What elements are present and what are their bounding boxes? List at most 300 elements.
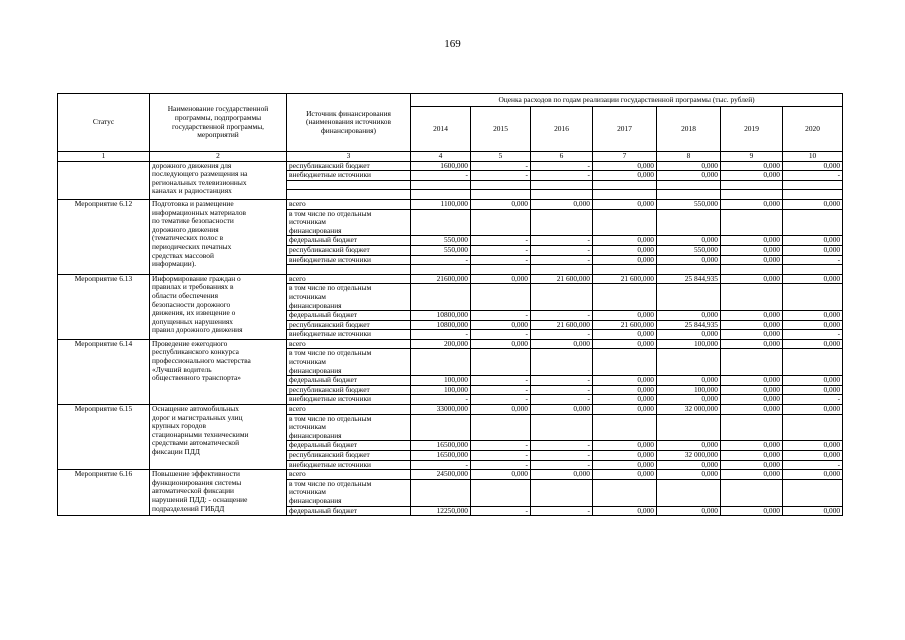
value-cell: 0,000	[783, 441, 843, 451]
value-cell: 0,000	[593, 339, 657, 349]
value-cell	[783, 367, 843, 376]
header-year: 2019	[721, 107, 783, 152]
measure-name-line: крупных городов	[152, 421, 206, 431]
status-cell: Мероприятие 6.15	[58, 405, 150, 470]
source-cell: финансирования	[287, 497, 411, 506]
header-status: Статус	[58, 94, 150, 152]
source-cell: внебюджетные источники	[287, 460, 411, 470]
value-cell: -	[531, 245, 593, 255]
source-cell: всего	[287, 339, 411, 349]
value-cell: 0,000	[721, 460, 783, 470]
value-cell: 10800,000	[411, 311, 471, 321]
value-cell: 0,000	[593, 171, 657, 181]
value-cell	[721, 218, 783, 227]
column-number: 10	[783, 152, 843, 162]
value-cell: 16500,000	[411, 451, 471, 461]
value-cell	[783, 414, 843, 423]
measure-name-line: дорог и магистральных улиц	[152, 412, 243, 422]
value-cell	[783, 349, 843, 358]
value-cell	[721, 227, 783, 236]
value-cell: 0,000	[783, 199, 843, 209]
value-cell	[657, 432, 721, 441]
measure-name-line: информации).	[152, 259, 197, 269]
value-cell	[721, 432, 783, 441]
value-cell: 33000,000	[411, 405, 471, 415]
value-cell	[657, 349, 721, 358]
value-cell	[593, 284, 657, 293]
value-cell	[721, 180, 783, 190]
value-cell: 1100,000	[411, 199, 471, 209]
value-cell: -	[471, 385, 531, 395]
measure-name-line: дорожного движения для	[152, 161, 232, 170]
value-cell	[657, 423, 721, 432]
value-cell	[411, 265, 471, 275]
header-source: Источник финансирования (наименования источников финансирования)	[287, 94, 411, 152]
source-cell: в том числе по отдельным	[287, 414, 411, 423]
value-cell	[593, 218, 657, 227]
measure-name-line: профессионального мастерства	[152, 356, 251, 366]
value-cell	[471, 423, 531, 432]
value-cell: 0,000	[657, 506, 721, 516]
value-cell: 0,000	[593, 245, 657, 255]
value-cell: 0,000	[783, 451, 843, 461]
value-cell	[411, 432, 471, 441]
source-cell: всего	[287, 405, 411, 415]
value-cell: -	[411, 330, 471, 340]
value-cell	[657, 190, 721, 200]
value-cell: -	[531, 311, 593, 321]
value-cell	[471, 284, 531, 293]
measure-name-line: безопасности дорожного	[152, 299, 231, 309]
value-cell: 0,000	[783, 506, 843, 516]
value-cell: -	[783, 395, 843, 405]
value-cell	[471, 358, 531, 367]
value-cell	[471, 209, 531, 218]
measure-name-line: допущенных нарушениях	[152, 316, 234, 326]
value-cell: 0,000	[593, 236, 657, 246]
column-number: 5	[471, 152, 531, 162]
value-cell: -	[531, 451, 593, 461]
source-cell: в том числе по отдельным	[287, 209, 411, 218]
value-cell	[471, 190, 531, 200]
value-cell	[783, 227, 843, 236]
value-cell: 100,000	[411, 385, 471, 395]
value-cell	[531, 209, 593, 218]
source-cell: финансирования	[287, 432, 411, 441]
measure-name-line: подразделений ГИБДД	[152, 503, 225, 513]
value-cell: 0,000	[657, 236, 721, 246]
value-cell: -	[471, 255, 531, 265]
value-cell: -	[471, 441, 531, 451]
value-cell	[411, 358, 471, 367]
value-cell: 0,000	[657, 395, 721, 405]
header-year: 2015	[471, 107, 531, 152]
header-name: Наименование государственной программы, подпрограммы государственной программы, мероприятий	[150, 94, 287, 152]
value-cell: 0,000	[721, 405, 783, 415]
value-cell	[721, 367, 783, 376]
status-cell: Мероприятие 6.13	[58, 274, 150, 339]
column-number: 1	[58, 152, 150, 162]
value-cell	[593, 293, 657, 302]
measure-name-line: республиканского конкурса	[152, 347, 239, 357]
value-cell	[657, 265, 721, 275]
measure-name-cell	[150, 161, 287, 199]
source-cell: всего	[287, 470, 411, 480]
value-cell: -	[531, 441, 593, 451]
source-cell: внебюджетные источники	[287, 395, 411, 405]
status-cell: Мероприятие 6.16	[58, 470, 150, 516]
value-cell: -	[783, 460, 843, 470]
measure-name-line: региональных телевизионных	[152, 177, 247, 187]
value-cell	[783, 423, 843, 432]
value-cell	[593, 180, 657, 190]
value-cell	[657, 497, 721, 506]
value-cell	[531, 265, 593, 275]
source-cell: в том числе по отдельным	[287, 479, 411, 488]
value-cell: 0,000	[721, 470, 783, 480]
value-cell	[411, 209, 471, 218]
value-cell	[593, 190, 657, 200]
value-cell: 0,000	[531, 470, 593, 480]
value-cell	[411, 180, 471, 190]
source-cell: внебюджетные источники	[287, 330, 411, 340]
value-cell	[471, 367, 531, 376]
value-cell	[657, 293, 721, 302]
value-cell	[531, 358, 593, 367]
value-cell	[531, 497, 593, 506]
value-cell: -	[531, 385, 593, 395]
measure-name-line: Оснащение автомобильных	[152, 404, 239, 414]
value-cell	[471, 293, 531, 302]
value-cell	[411, 423, 471, 432]
value-cell: 10800,000	[411, 320, 471, 330]
value-cell: 0,000	[657, 441, 721, 451]
value-cell: 0,000	[471, 320, 531, 330]
value-cell	[657, 367, 721, 376]
source-cell: федеральный бюджет	[287, 376, 411, 386]
value-cell: 0,000	[721, 395, 783, 405]
value-cell	[657, 488, 721, 497]
value-cell: 21600,000	[411, 274, 471, 284]
value-cell	[593, 367, 657, 376]
source-cell: федеральный бюджет	[287, 236, 411, 246]
page-number: 169	[444, 38, 461, 50]
value-cell	[593, 302, 657, 311]
measure-name-line: стационарными техническими	[152, 429, 249, 439]
source-cell: всего	[287, 199, 411, 209]
value-cell: 550,000	[411, 245, 471, 255]
value-cell	[471, 414, 531, 423]
source-cell: в том числе по отдельным	[287, 349, 411, 358]
value-cell: 24500,000	[411, 470, 471, 480]
value-cell	[783, 180, 843, 190]
column-number: 2	[150, 152, 287, 162]
source-cell: республиканский бюджет	[287, 385, 411, 395]
measure-name-line: дорожного движения	[152, 224, 219, 234]
value-cell: 0,000	[657, 376, 721, 386]
source-cell: источникам	[287, 488, 411, 497]
source-cell	[287, 180, 411, 190]
source-cell: республиканский бюджет	[287, 320, 411, 330]
value-cell: 0,000	[721, 506, 783, 516]
value-cell	[411, 218, 471, 227]
header-year: 2020	[783, 107, 843, 152]
value-cell: 32 000,000	[657, 405, 721, 415]
value-cell	[593, 479, 657, 488]
value-cell	[783, 302, 843, 311]
value-cell	[657, 180, 721, 190]
column-number: 3	[287, 152, 411, 162]
value-cell: 0,000	[783, 161, 843, 171]
value-cell: 0,000	[471, 470, 531, 480]
value-cell: -	[471, 506, 531, 516]
status-cell: Мероприятие 6.14	[58, 339, 150, 404]
value-cell: 0,000	[593, 460, 657, 470]
value-cell	[531, 479, 593, 488]
status-cell	[58, 161, 150, 199]
value-cell	[657, 209, 721, 218]
value-cell: 0,000	[657, 470, 721, 480]
value-cell: 0,000	[721, 376, 783, 386]
value-cell	[471, 227, 531, 236]
value-cell	[721, 265, 783, 275]
value-cell	[721, 423, 783, 432]
measure-name-line: области обеспечения	[152, 290, 219, 300]
value-cell	[721, 190, 783, 200]
value-cell	[471, 432, 531, 441]
value-cell	[721, 209, 783, 218]
source-cell: внебюджетные источники	[287, 171, 411, 181]
value-cell	[411, 190, 471, 200]
value-cell: 25 844,935	[657, 320, 721, 330]
value-cell	[783, 293, 843, 302]
value-cell: -	[411, 395, 471, 405]
value-cell: 0,000	[721, 339, 783, 349]
value-cell: 16500,000	[411, 441, 471, 451]
value-cell	[721, 349, 783, 358]
value-cell	[471, 180, 531, 190]
value-cell: -	[531, 236, 593, 246]
value-cell: 0,000	[593, 470, 657, 480]
value-cell	[783, 432, 843, 441]
value-cell: 0,000	[593, 395, 657, 405]
value-cell: 0,000	[783, 236, 843, 246]
value-cell	[411, 479, 471, 488]
value-cell	[471, 218, 531, 227]
measure-name-line: информационных материалов	[152, 207, 247, 217]
header-year: 2018	[657, 107, 721, 152]
source-cell: всего	[287, 274, 411, 284]
source-cell: федеральный бюджет	[287, 311, 411, 321]
value-cell	[411, 349, 471, 358]
status-cell: Мероприятие 6.12	[58, 199, 150, 274]
value-cell	[531, 227, 593, 236]
value-cell: 0,000	[593, 441, 657, 451]
value-cell: 0,000	[783, 385, 843, 395]
value-cell: -	[471, 460, 531, 470]
value-cell	[593, 349, 657, 358]
value-cell	[411, 367, 471, 376]
value-cell	[783, 218, 843, 227]
value-cell	[471, 488, 531, 497]
measure-name-line: фиксации ПДД	[152, 447, 200, 456]
value-cell: 0,000	[783, 405, 843, 415]
value-cell: 1600,000	[411, 161, 471, 171]
value-cell	[531, 367, 593, 376]
value-cell: 0,000	[471, 339, 531, 349]
measure-name-line: правил дорожного движения	[152, 325, 243, 335]
value-cell	[411, 488, 471, 497]
measure-name-line: общественного транспорта»	[152, 373, 241, 383]
value-cell: 0,000	[593, 506, 657, 516]
value-cell	[593, 497, 657, 506]
value-cell	[783, 190, 843, 200]
value-cell: 0,000	[783, 320, 843, 330]
value-cell: 100,000	[411, 376, 471, 386]
value-cell	[531, 349, 593, 358]
value-cell: 0,000	[721, 245, 783, 255]
header-year: 2016	[531, 107, 593, 152]
value-cell: 0,000	[721, 161, 783, 171]
value-cell: 0,000	[721, 274, 783, 284]
measure-name-line: средствах массовой	[152, 250, 214, 260]
value-cell: 0,000	[657, 460, 721, 470]
value-cell	[657, 302, 721, 311]
value-cell: -	[471, 395, 531, 405]
value-cell: 0,000	[783, 339, 843, 349]
value-cell	[531, 414, 593, 423]
value-cell: -	[783, 255, 843, 265]
source-cell: источникам	[287, 218, 411, 227]
source-cell: финансирования	[287, 302, 411, 311]
source-cell: республиканский бюджет	[287, 245, 411, 255]
value-cell	[657, 284, 721, 293]
value-cell	[531, 488, 593, 497]
value-cell: 21 600,000	[593, 274, 657, 284]
value-cell	[531, 432, 593, 441]
value-cell	[721, 479, 783, 488]
source-cell	[287, 190, 411, 200]
value-cell	[593, 414, 657, 423]
column-number: 8	[657, 152, 721, 162]
value-cell: 0,000	[471, 274, 531, 284]
value-cell: 0,000	[471, 405, 531, 415]
value-cell: -	[531, 161, 593, 171]
value-cell	[783, 358, 843, 367]
value-cell	[411, 227, 471, 236]
value-cell	[411, 497, 471, 506]
value-cell	[471, 265, 531, 275]
value-cell: -	[411, 460, 471, 470]
value-cell	[471, 302, 531, 311]
value-cell: 0,000	[721, 199, 783, 209]
source-cell: источникам	[287, 358, 411, 367]
value-cell: 550,000	[657, 245, 721, 255]
value-cell	[411, 284, 471, 293]
value-cell	[531, 190, 593, 200]
value-cell: 0,000	[593, 311, 657, 321]
measure-name-line: по тематике безопасности	[152, 216, 234, 226]
value-cell	[783, 488, 843, 497]
source-cell: внебюджетные источники	[287, 255, 411, 265]
measure-name-cell	[150, 405, 287, 470]
value-cell: -	[531, 330, 593, 340]
measure-name-cell	[150, 470, 287, 516]
value-cell: 12250,000	[411, 506, 471, 516]
value-cell: 0,000	[783, 376, 843, 386]
value-cell: -	[471, 311, 531, 321]
value-cell: 0,000	[783, 245, 843, 255]
value-cell: 0,000	[531, 405, 593, 415]
value-cell: 0,000	[657, 255, 721, 265]
value-cell: 0,000	[783, 470, 843, 480]
value-cell: -	[411, 255, 471, 265]
value-cell	[721, 497, 783, 506]
value-cell: 0,000	[593, 161, 657, 171]
table-row	[58, 470, 843, 480]
value-cell: 0,000	[531, 339, 593, 349]
value-cell	[657, 479, 721, 488]
value-cell	[783, 265, 843, 275]
value-cell: -	[531, 506, 593, 516]
value-cell: 21 600,000	[531, 320, 593, 330]
value-cell	[783, 497, 843, 506]
value-cell: 32 000,000	[657, 451, 721, 461]
value-cell: 0,000	[593, 199, 657, 209]
measure-name-line: (тематических полос в	[152, 233, 224, 243]
source-cell: республиканский бюджет	[287, 451, 411, 461]
value-cell: -	[531, 395, 593, 405]
measure-name-line: нарушений ПДД: - оснащение	[152, 494, 248, 504]
value-cell: -	[471, 171, 531, 181]
value-cell	[783, 284, 843, 293]
measure-name-line: каналах и радиостанциях	[152, 186, 232, 196]
table-row	[58, 161, 843, 171]
value-cell: -	[531, 171, 593, 181]
source-cell: источникам	[287, 423, 411, 432]
header-estimate: Оценка расходов по годам реализации государственной программы (тыс. рублей)	[411, 94, 843, 107]
value-cell: 0,000	[721, 255, 783, 265]
source-cell: федеральный бюджет	[287, 441, 411, 451]
measure-name-line: движения, их извещение о	[152, 308, 236, 318]
table-row	[58, 199, 843, 209]
value-cell: 21 600,000	[531, 274, 593, 284]
value-cell: 200,000	[411, 339, 471, 349]
measure-name-line: Подготовка и размещение	[152, 199, 234, 208]
value-cell	[471, 497, 531, 506]
value-cell: 100,000	[657, 385, 721, 395]
value-cell	[531, 293, 593, 302]
source-cell	[287, 265, 411, 275]
value-cell: 0,000	[593, 255, 657, 265]
measure-name-cell	[150, 199, 287, 274]
value-cell: 0,000	[721, 171, 783, 181]
measure-name-line: периодических печатных	[152, 241, 232, 251]
value-cell	[657, 218, 721, 227]
source-cell: в том числе по отдельным	[287, 284, 411, 293]
value-cell	[411, 293, 471, 302]
value-cell: 0,000	[721, 451, 783, 461]
source-cell: финансирования	[287, 367, 411, 376]
value-cell	[531, 302, 593, 311]
value-cell: 0,000	[471, 199, 531, 209]
value-cell: 0,000	[657, 161, 721, 171]
value-cell	[531, 180, 593, 190]
measure-name-line: Информирование граждан о	[152, 274, 241, 283]
value-cell: 0,000	[593, 376, 657, 386]
measure-name-cell	[150, 339, 287, 404]
value-cell	[411, 414, 471, 423]
